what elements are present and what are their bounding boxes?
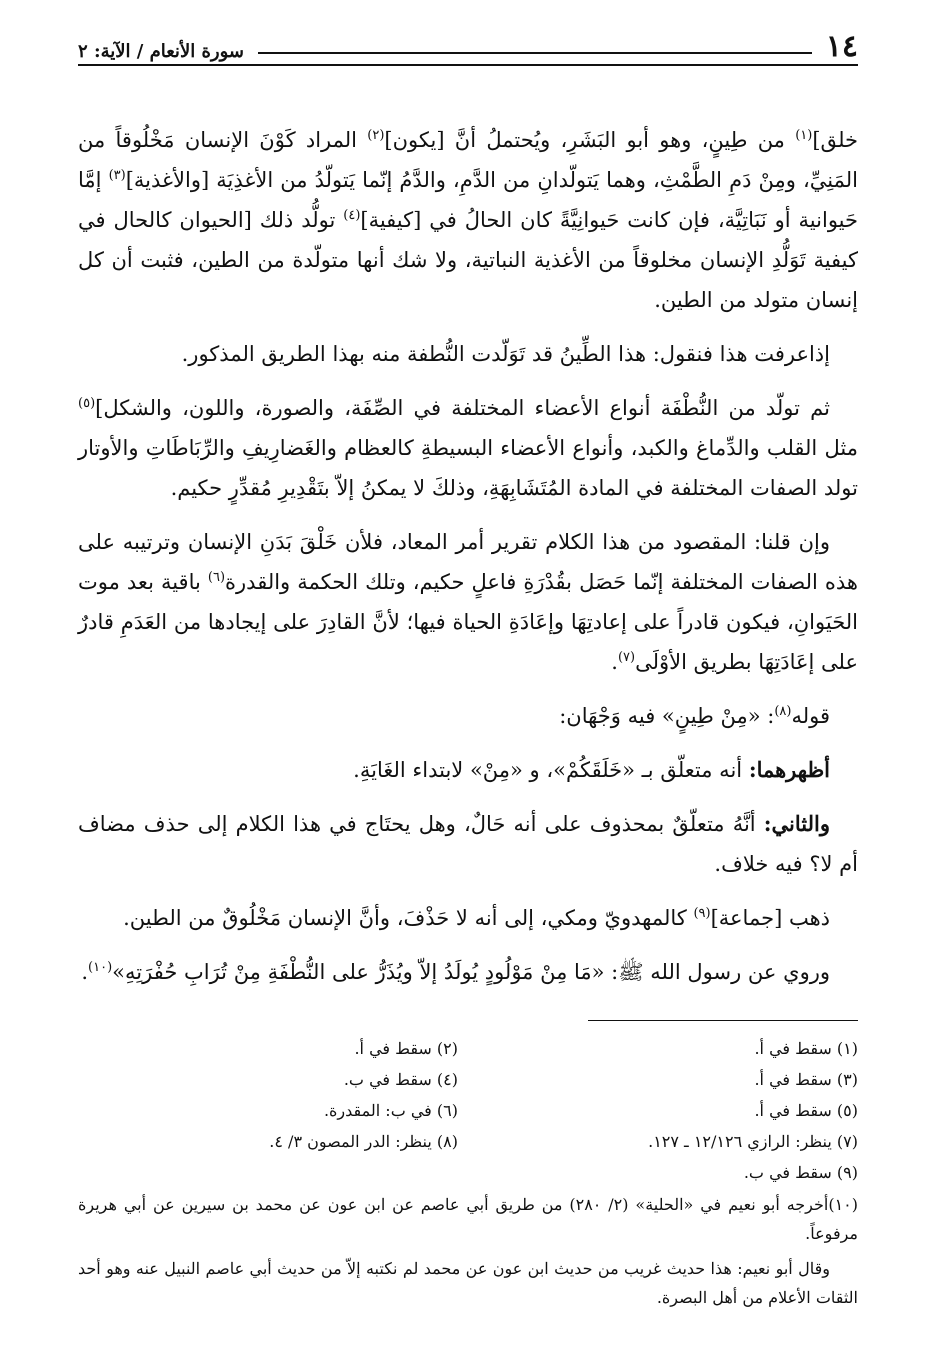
text-run: وإن قلنا: المقصود من هذا الكلام تقرير أمر المعاد، فلأن خَلْقَ بَدَنِ الإنسان وترتيبه على هذه الصفات المختلفة إنّما حَصَل بقُدْرَةِ فاعلٍ حكيم، وتلك الحكمة والقدرة <box>78 530 858 594</box>
paragraph <box>78 804 858 884</box>
footnote-ref: (٣) <box>108 168 126 183</box>
text-run: إذاعرفت هذا فنقول: هذا الطِّينُ قد تَوَلّدت النُّطفة منه بهذا الطريق المذكور. <box>181 342 830 366</box>
running-title: سورة الأنعام / الآية: ٢ <box>78 41 244 62</box>
text-run: قوله <box>791 704 830 728</box>
text-run: . <box>611 650 618 674</box>
footnote-ref: (١) <box>795 128 813 143</box>
paragraph <box>78 898 858 938</box>
text-run: أنه متعلّق بـ «خَلَقَكُمْ»، و «مِنْ» لابتداء الغَايَةِ. <box>353 758 749 782</box>
page-header <box>78 28 858 66</box>
book-page <box>78 28 858 1312</box>
footnote-ref: (٨) <box>774 704 792 719</box>
text-run: من طِينٍ، وهو أبو البَشَرِ، ويُحتملُ أنَّ [يكون] <box>384 128 796 152</box>
paragraph <box>78 388 858 508</box>
text-run: ثم تولّد من النُّطْفَة أنواع الأعضاء المختلفة في الصِّفَة، والصورة، واللون، والشكل] <box>95 396 830 420</box>
footnote-item: (١) سقط في أ. <box>754 1039 858 1058</box>
text-run: إمَّا حَيوانية أو نَبَاتِيَّة، فإن كانت حَيوانِيَّةً كان الحالُ في [كيفية] <box>78 168 858 232</box>
text-run: باقية بعد موت الحَيَوانِ، فيكون قادراً على إعادتِهَا وإعَادَةِ الحياة فيها؛ لأنَّ القادِرَ على إيجادها من العَدَمِ قادرٌ على إعَادَتِهَا بطريق الأوْلَى <box>78 570 858 674</box>
footnote-item: (٨) ينظر: الدر المصون ٣/ ٤. <box>269 1132 458 1151</box>
footnote-10: (١٠)أخرجه أبو نعيم في «الحلية» (٢/ ٢٨٠) من طريق أبي عاصم عن ابن عون عن محمد بن سيرين عن أبي هريرة مرفوعاً. <box>78 1195 859 1243</box>
paragraph <box>78 522 858 682</box>
footnote-ref: (٩) <box>693 906 711 921</box>
paragraph <box>78 696 858 736</box>
text-run: ذهب [جماعة] <box>710 906 830 930</box>
text-run: . <box>81 960 89 984</box>
text-run: : «مِنْ طِينٍ» فيه وَجْهَان: <box>559 704 775 728</box>
footnote-ref: (٦) <box>207 570 226 585</box>
text-run: تولُّد ذلك [الحيوان كالحال في كيفية تَوَلُّدِ الإنسان مخلوقاً من الأغذية النباتية، ولا شك أنها متولّدة من الطين، فثبت أن كل إنسان متولد من الطين. <box>78 208 858 312</box>
footnote-item: (٧) ينظر: الرازي ١٢/١٢٦ ـ ١٢٧. <box>648 1132 858 1151</box>
footnote-item: (٣) سقط في أ. <box>754 1070 858 1089</box>
footnotes-grid <box>78 1033 858 1188</box>
footnote-item: (٤) سقط في ب. <box>343 1070 458 1089</box>
paragraph <box>78 750 858 790</box>
footnote-ref: (٤) <box>343 208 361 223</box>
footnote-ref: (٢) <box>367 128 385 143</box>
page-number: ١٤ <box>825 29 858 64</box>
paragraph <box>78 334 858 374</box>
text-run: وروي عن رسول الله ﷺ: «مَا مِنْ مَوْلُودٍ يُولَدُ إلاّ ويُذَرُّ على النُّطْفَةِ مِنْ تُرَابِ حُفْرَتِهِ» <box>112 960 830 984</box>
footnote-separator <box>588 1020 858 1021</box>
footnote-item: (٥) سقط في أ. <box>754 1101 858 1120</box>
text-run: كالمهدويّ ومكي، إلى أنه لا حَذْفَ، وأنَّ الإنسان مَخْلُوقٌ من الطين. <box>123 906 694 930</box>
footnote-ref: (٥) <box>78 396 96 411</box>
paragraph <box>78 952 858 992</box>
footnote-10-continued: وقال أبو نعيم: هذا حديث غريب من حديث ابن عون عن محمد لم نكتبه إلاّ من حديث أبي عاصم النبيل عنه وهو أحد الثقات الأعلام من أهل البصرة. <box>78 1259 858 1307</box>
text-run: مثل القلب والدِّماغ والكبد، وأنواع الأعضاء البسيطةِ كالعظام والغَضارِيفِ والرِّبَاطَاتِ والأوتار تولد الصفات المختلفة في المادة المُتَشَابِهَةِ، وذلكَ لا يمكنُ إلاّ بتَقْدِيرِ مُقدِّرٍ حكيم. <box>78 436 858 500</box>
text-run: أنَّهُ متعلّقٌ بمحذوف على أنه حَالٌ، وهل يحتَاج في هذا الكلام إلى حذف مضاف أم لا؟ فيه خلاف. <box>78 812 858 876</box>
footnote-item: (٦) في ب: المقدرة. <box>323 1101 458 1120</box>
bold-lead: أظهرهما: <box>748 757 830 782</box>
bold-lead: والثاني: <box>763 811 830 836</box>
paragraph <box>78 120 858 320</box>
footnote-item: (٩) سقط في ب. <box>743 1163 858 1182</box>
main-text <box>78 120 858 992</box>
text-run: المراد كَوْنَ الإنسان مَخْلُوقاً من المَنِيِّ، ومِنْ دَمِ الطَّمْثِ، وهما يَتولّدانِ من الدَّمِ، والدَّمُ إنّما يَتولّدُ من الأغذِيَة [والأغذية] <box>78 128 858 192</box>
header-rule <box>258 52 812 54</box>
footnote-item: (٢) سقط في أ. <box>354 1039 458 1058</box>
footnote-ref: (٧) <box>617 650 636 665</box>
text-run: خلق] <box>812 128 858 152</box>
footnote-ref: (١٠) <box>88 960 113 975</box>
